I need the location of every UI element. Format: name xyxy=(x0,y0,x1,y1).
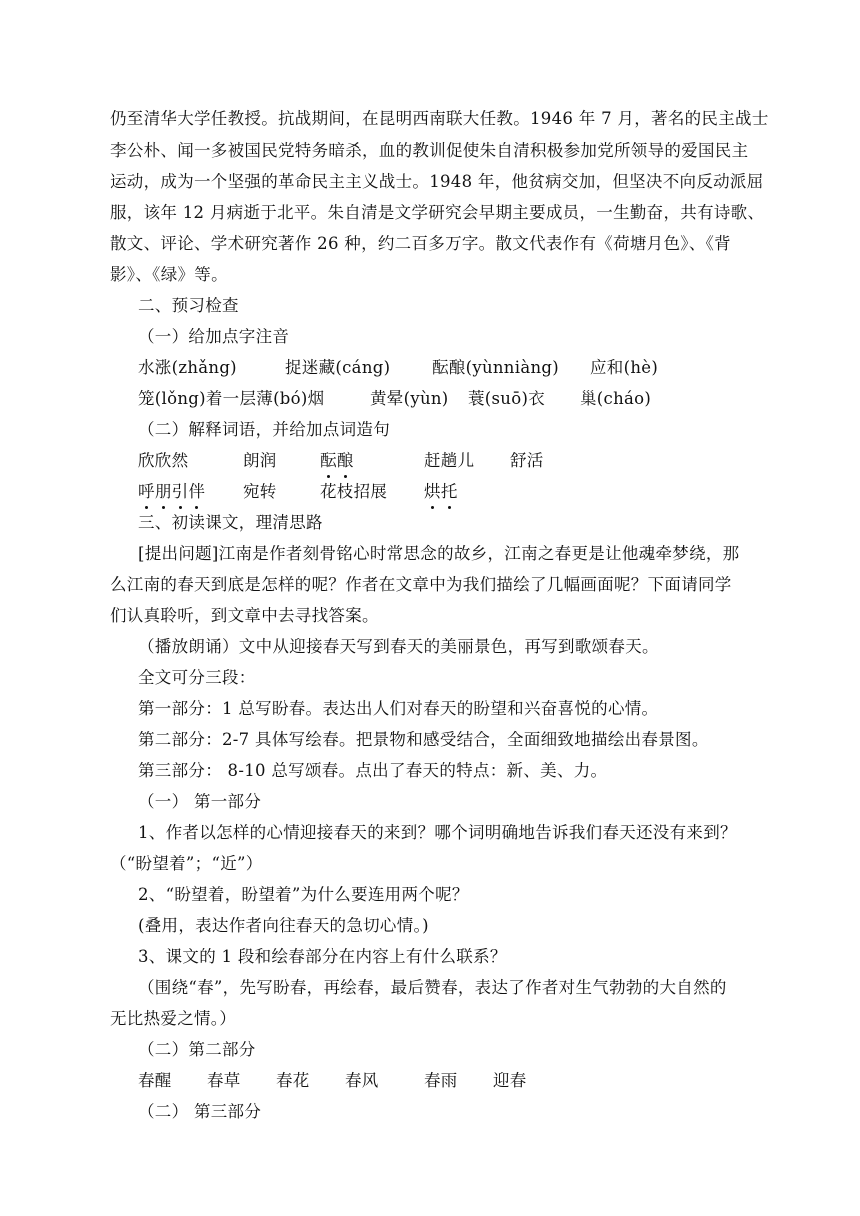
dotted-char: 朋 xyxy=(154,482,172,501)
answer-3-line2: 无比热爱之情。） xyxy=(110,1009,237,1028)
scene-item: 春草 xyxy=(207,1071,241,1090)
word-item: 朗润 xyxy=(243,451,277,470)
word-item: 欣欣然 xyxy=(138,451,189,470)
scene-item: 春风 xyxy=(345,1071,379,1090)
pinyin-item: 笼(lǒng)着一层薄(bó)烟 xyxy=(138,389,325,408)
pinyin-item: 蓑(suō)衣 xyxy=(468,389,546,408)
answer-3-line1: （围绕“春”，先写盼春，再绘春，最后赞春，表达了作者对生气勃勃的大自然的 xyxy=(138,978,727,997)
question-1-line1: 1、作者以怎样的心情迎接春天的来到？哪个词明确地告诉我们春天还没有来到？ xyxy=(138,823,737,842)
intro-line-2: 李公朴、闻一多被国民党特务暗杀，血的教训促使朱自清积极参加党所领导的爱国民主 xyxy=(110,141,749,160)
word-item: 花枝招展 xyxy=(320,482,388,501)
pinyin-item: 应和(hè) xyxy=(590,358,659,377)
section3-part1: 第一部分：1 总写盼春。表达出人们对春天的盼望和兴奋喜悦的心情。 xyxy=(138,699,659,718)
scene-item: 春花 xyxy=(276,1071,310,1090)
word-item: 宛转 xyxy=(243,482,277,501)
dotted-char: 引 xyxy=(171,482,189,501)
section2-sub1: （一）给加点字注音 xyxy=(138,327,290,346)
intro-line-4: 服，该年 12 月病逝于北平。朱自清是文学研究会早期主要成员，一生勤奋，共有诗歌、 xyxy=(110,203,765,222)
section3-part2: 第二部分：2-7 具体写绘春。把景物和感受结合，全面细致地描绘出春景图。 xyxy=(138,730,709,749)
section3-p1-line3: 们认真聆听，到文章中去寻找答案。 xyxy=(110,606,379,625)
section3-sub1: （一） 第一部分 xyxy=(138,792,262,811)
word-item: 舒活 xyxy=(510,451,544,470)
dotted-char: 酝 xyxy=(320,451,337,470)
question-2: 2、“盼望着，盼望着”为什么要连用两个呢？ xyxy=(138,885,469,904)
intro-line-6: 影》、《绿》等。 xyxy=(110,265,228,284)
answer-2: (叠用，表达作者向往春天的急切心情。) xyxy=(138,916,429,935)
scene-item: 迎春 xyxy=(493,1071,527,1090)
section3-heading: 三、初读课文，理清思路 xyxy=(138,513,323,532)
pinyin-item: 水涨(zhǎng) xyxy=(138,358,237,377)
dotted-char: 伴 xyxy=(188,482,206,501)
word-item-dotted xyxy=(320,451,354,471)
word-item: 赶趟儿 xyxy=(424,451,475,470)
dotted-char: 烘 xyxy=(424,482,441,501)
intro-line-3: 运动，成为一个坚强的革命民主主义战士。1948 年，他贫病交加，但坚决不向反动派屈 xyxy=(110,172,764,191)
section3-sub2: （二）第二部分 xyxy=(138,1040,256,1059)
intro-line-1: 仍至清华大学任教授。抗战期间，在昆明西南联大任教。1946 年 7 月，著名的民主战士 xyxy=(110,109,769,128)
word-item-dotted xyxy=(424,482,458,502)
scene-item: 春雨 xyxy=(424,1071,458,1090)
dotted-char: 呼 xyxy=(138,482,155,501)
word-item-dotted xyxy=(138,482,205,502)
intro-line-5: 散文、评论、学术研究著作 26 种，约二百多万字。散文代表作有《荷塘月色》、《背 xyxy=(110,234,731,253)
section3-p1-line1: [提出问题]江南是作者刻骨铭心时常思念的故乡，江南之春更是让他魂牵梦绕，那 xyxy=(138,544,740,563)
question-1-line2: （“盼望着”；“近”） xyxy=(110,854,263,873)
question-3: 3、课文的 1 段和绘春部分在内容上有什么联系？ xyxy=(138,947,507,966)
section3-part3: 第三部分： 8-10 总写颂春。点出了春天的特点：新、美、力。 xyxy=(138,761,608,780)
pinyin-item: 黄晕(yùn) xyxy=(370,389,449,408)
pinyin-item: 捉迷藏(cáng) xyxy=(285,358,391,377)
pinyin-item: 酝酿(yùnniàng) xyxy=(432,358,559,377)
section3-p3: 全文可分三段： xyxy=(138,668,256,687)
pinyin-item: 巢(cháo) xyxy=(580,389,652,408)
dotted-char: 酿 xyxy=(336,451,354,470)
section3-p1-line2: 么江南的春天到底是怎样的呢？作者在文章中为我们描绘了几幅画面呢？下面请同学 xyxy=(110,575,732,594)
section2-heading: 二、预习检查 xyxy=(138,296,239,315)
section2-sub2: （二）解释词语，并给加点词造句 xyxy=(138,420,390,439)
section3-p2: （播放朗诵）文中从迎接春天写到春天的美丽景色，再写到歌颂春天。 xyxy=(138,637,659,656)
scene-item: 春醒 xyxy=(138,1071,172,1090)
dotted-char: 托 xyxy=(440,482,458,501)
section3-sub3: （二） 第三部分 xyxy=(138,1102,262,1121)
